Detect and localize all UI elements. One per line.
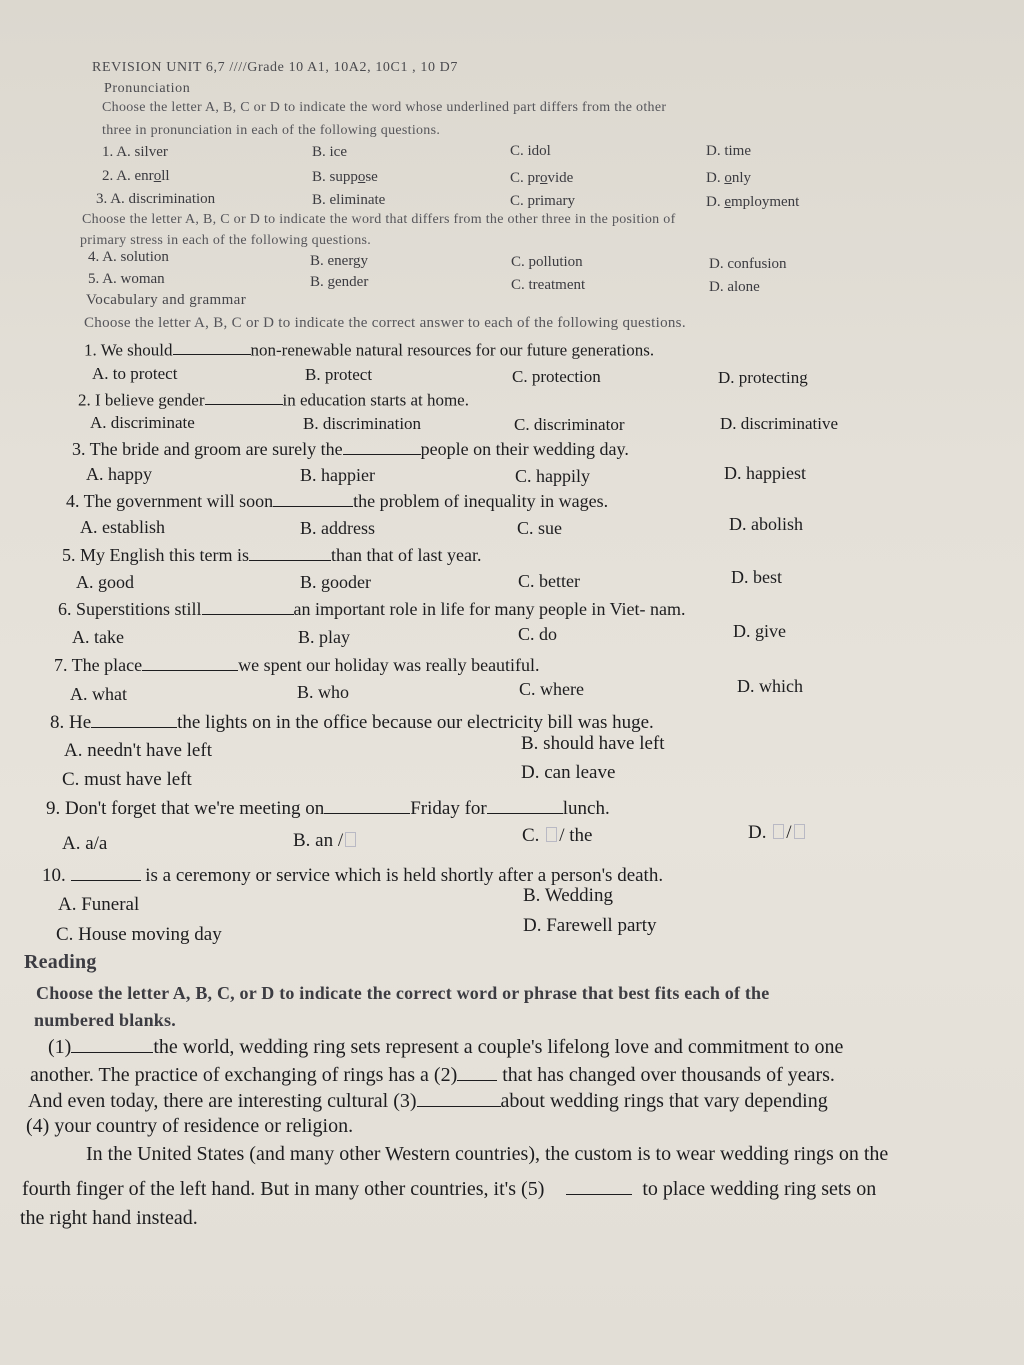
- option-b: B. who: [297, 682, 350, 702]
- option-c: C. better: [518, 571, 580, 591]
- question-text: 9. Don't forget that we're meeting on Friday for lunch.: [46, 796, 610, 820]
- option-a: A. discriminate: [90, 413, 195, 432]
- option-b: B. gooder: [300, 572, 371, 592]
- option-a: A. needn't have left: [64, 740, 212, 761]
- option-b: B. play: [298, 627, 350, 647]
- option-b: B. an /: [293, 830, 358, 852]
- option-d: D. employment: [706, 194, 800, 210]
- option-b: B. should have left: [521, 733, 665, 754]
- question-text: 8. He the lights on in the office because our electricity bill was huge.: [50, 710, 654, 734]
- question-text: 7. The place we spent our holiday was really beautiful.: [54, 655, 540, 676]
- question-text: 3. The bride and groom are surely the people on their wedding day.: [72, 439, 629, 460]
- reading-line: another. The practice of exchanging of rings has a (2) that has changed over thousands of years.: [30, 1064, 835, 1086]
- option-b: B. happier: [300, 465, 375, 485]
- option-a: A. establish: [80, 517, 165, 537]
- option-a: A. good: [76, 572, 134, 592]
- option-a: A. to protect: [92, 364, 178, 383]
- option-c: C. treatment: [511, 277, 586, 293]
- option-b: B. address: [300, 518, 375, 538]
- option-a: A. take: [72, 627, 124, 647]
- option-d: D. discriminative: [720, 414, 839, 433]
- option-d: D. /: [748, 822, 807, 844]
- option-d: D. protecting: [718, 368, 808, 387]
- instruction-stress: Choose the letter A, B, C or D to indicate the word that differs from the other three in the position of: [82, 212, 676, 227]
- option-a: A. a/a: [62, 833, 108, 854]
- question-text: 10. is a ceremony or service which is held shortly after a person's death.: [42, 863, 663, 887]
- option-b: B. suppose: [312, 169, 378, 185]
- option-a: 2. A. enroll: [102, 168, 170, 184]
- instruction-pronunciation: Choose the letter A, B, C or D to indicate the word whose underlined part differs from the other: [102, 100, 667, 115]
- option-d: D. abolish: [729, 514, 803, 534]
- reading-line: (4) your country of residence or religion.: [26, 1115, 354, 1137]
- option-b: B. eliminate: [312, 192, 386, 208]
- question-text: 1. We should non-renewable natural resources for our future generations.: [84, 340, 655, 360]
- question-text: 5. My English this term is than that of last year.: [62, 545, 482, 566]
- section-title-vocabulary: Vocabulary and grammar: [86, 292, 247, 308]
- option-d: D. best: [731, 567, 782, 587]
- option-b: B. energy: [310, 253, 369, 269]
- worksheet-header: REVISION UNIT 6,7 ////Grade 10 A1, 10A2, 10C1 , 10 D7: [92, 60, 458, 75]
- instruction-reading-cont: numbered blanks.: [34, 1010, 176, 1030]
- reading-line: fourth finger of the left hand. But in many other countries, it's (5) to place wedding ring sets on: [22, 1178, 877, 1200]
- option-c: C. House moving day: [56, 924, 222, 945]
- instruction-stress-cont: primary stress in each of the following questions.: [80, 233, 372, 248]
- reading-line: the right hand instead.: [20, 1207, 198, 1229]
- option-c: C. discriminator: [514, 415, 625, 434]
- option-c: C. protection: [512, 367, 601, 386]
- reading-line: (1) the world, wedding ring sets represent a couple's lifelong love and commitment to one: [48, 1036, 844, 1058]
- reading-line: In the United States (and many other Western countries), the custom is to wear wedding rings on the: [86, 1143, 889, 1165]
- option-c: C. happily: [515, 466, 590, 486]
- option-c: C. sue: [517, 518, 562, 538]
- option-c: C. idol: [510, 143, 551, 159]
- option-d: D. confusion: [709, 256, 787, 272]
- instruction-vocabulary: Choose the letter A, B, C or D to indicate the correct answer to each of the following questions.: [84, 315, 686, 331]
- option-b: B. gender: [310, 274, 369, 290]
- option-c: C. must have left: [62, 769, 192, 790]
- section-title-reading: Reading: [24, 951, 97, 973]
- question-text: 4. The government will soon the problem of inequality in wages.: [66, 491, 609, 512]
- option-c: C. do: [518, 624, 558, 644]
- option-c: C. provide: [510, 170, 574, 186]
- option-d: D. alone: [709, 279, 760, 295]
- option-c: C. / the: [522, 825, 593, 846]
- option-d: D. give: [733, 621, 786, 641]
- instruction-pronunciation-cont: three in pronunciation in each of the following questions.: [102, 123, 441, 138]
- option-b: B. ice: [312, 144, 347, 160]
- option-d: D. can leave: [521, 762, 616, 783]
- section-title-pronunciation: Pronunciation: [104, 81, 191, 96]
- option-b: B. protect: [305, 365, 373, 384]
- option-a: 3. A. discrimination: [96, 191, 216, 207]
- option-c: C. primary: [510, 193, 575, 209]
- option-c: C. pollution: [511, 254, 583, 270]
- option-d: D. only: [706, 170, 752, 186]
- option-a: 5. A. woman: [88, 271, 165, 287]
- question-text: 2. I believe gender in education starts at home.: [78, 390, 469, 410]
- option-b: B. Wedding: [523, 885, 613, 906]
- option-a: A. Funeral: [58, 894, 140, 915]
- option-d: D. time: [706, 143, 751, 159]
- reading-line: And even today, there are interesting cultural (3) about wedding rings that vary depending: [28, 1090, 828, 1112]
- question-number: 1. A. silver: [102, 144, 168, 160]
- question-text: 6. Superstitions still an important role in life for many people in Viet- nam.: [58, 599, 686, 620]
- option-a: 4. A. solution: [88, 249, 169, 265]
- option-b: B. discrimination: [303, 414, 422, 433]
- option-c: C. where: [519, 679, 584, 699]
- option-d: D. Farewell party: [523, 915, 657, 936]
- option-d: D. happiest: [724, 463, 806, 483]
- option-a: A. happy: [86, 464, 152, 484]
- option-d: D. which: [737, 676, 803, 696]
- instruction-reading: Choose the letter A, B, C, or D to indicate the correct word or phrase that best fits each of the: [36, 983, 770, 1003]
- option-a: A. what: [70, 684, 127, 704]
